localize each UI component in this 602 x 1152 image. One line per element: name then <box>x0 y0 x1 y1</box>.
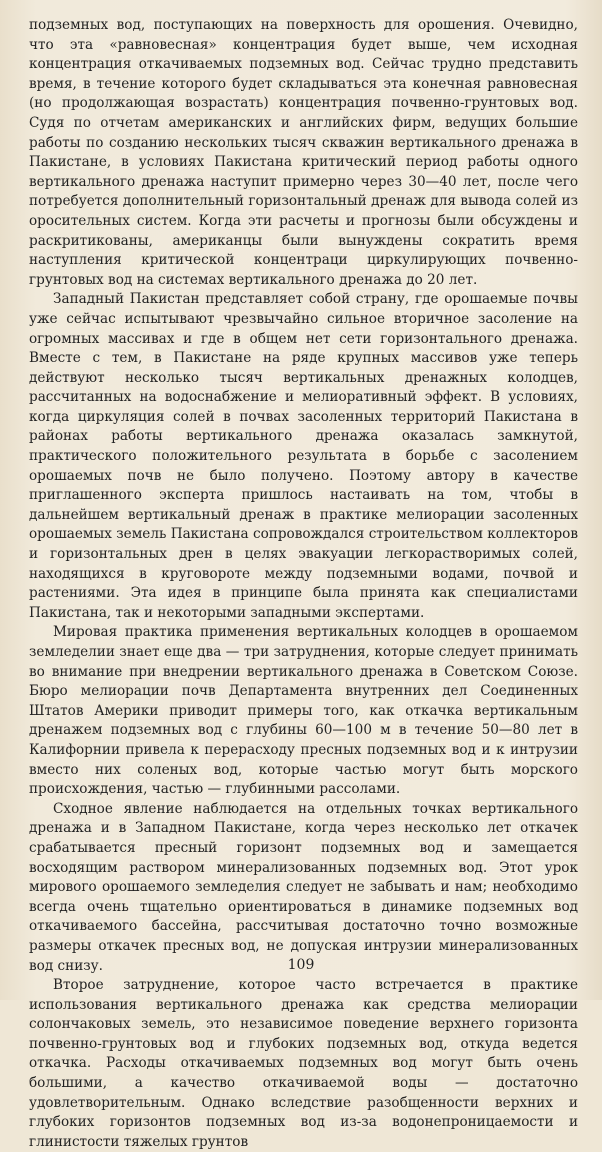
body-text <box>29 16 578 1152</box>
paragraph-3: Мировая практика применения вертикальных колодцев в орошаемом земледелии знает еще два — три затруднения, которые следует принимать во внимание при внедрении вертикального дренажа в Советском Союзе. Бюро мелиорации почв Департамента внутренних дел Соединенных Штатов Америки приводит примеры того, как откачка вертикальным дренажем подземных вод с глубины 60—100 м в течение 50—80 лет в Калифорнии привела к перерасходу пресных подземных вод и к интрузии вместо них соленых вод, которые частью могут быть морского происхождения, частью — глубинными рассолами. <box>29 624 578 798</box>
page-number: 109 <box>287 957 315 973</box>
paragraph-5: Второе затруднение, которое часто встречается в практике использования вертикального дренажа как средства мелиорации солончаковых земель, это независимое поведение верхнего горизонта почвенно-грунтовых вод и глубоких подземных вод, откуда ведется откачка. Расходы откачиваемых подземных вод могут быть очень большими, а качество откачиваемой воды — достаточно удовлетворительным. Однако вследствие разобщенности верхних и глубоких горизонтов подземных вод из-за водонепроницаемости и глинистости тяжелых грунтов <box>29 977 578 1150</box>
paragraph-1: подземных вод, поступающих на поверхность для орошения. Очевидно, что эта «равновесная» концентрация будет выше, чем исходная концентрация откачиваемых подземных вод. Сейчас трудно представить время, в течение которого будет складываться эта конечная равновесная (но продолжающая возрастать) концентрация почвенно-грунтовых вод. Судя по отчетам американских и английских фирм, ведущих большие работы по созданию нескольких тысяч скважин вертикального дренажа в Пакистане, в условиях Пакистана критический период работы одного вертикального дренажа наступит примерно через 30—40 лет, после чего потребуется дополнительный горизонтальный дренаж для вывода солей из оросительных систем. Когда эти расчеты и прогнозы были обсуждены и раскритикованы, американцы были вынуждены сократить время наступления критической концентраци циркулирующих почвенно-грунтовых вод на системах вертикального дренажа до 20 лет. <box>29 17 578 288</box>
paragraph-4: Сходное явление наблюдается на отдельных точках вертикального дренажа и в Западном Пакистане, когда через несколько лет откачек срабатывается пресный горизонт подземных вод и замещается восходящим раствором минерализованных подземных вод. Этот урок мирового орошаемого земледелия следует не забывать и нам; необходимо всегда очень тщательно ориентироваться в динамике подземных вод откачиваемого бассейна, рассчитывая достаточно точно возможные размеры откачек пресных вод, не допуская интрузии минерализованных вод снизу. <box>29 800 578 974</box>
paragraph-2: Западный Пакистан представляет собой страну, где орошаемые почвы уже сейчас испытывают чрезвычайно сильное вторичное засоление на огромных массивах и где в общем нет сети горизонтального дренажа. Вместе с тем, в Пакистане на ряде крупных массивов уже теперь действуют несколько тысяч вертикальных дренажных колодцев, рассчитанных на водоснабжение и мелиоративный эффект. В условиях, когда циркуляция солей в почвах засоленных территорий Пакистана в районах работы вертикального дренажа оказалась замкнутой, практического положительного результата в борьбе с засолением орошаемых почв не было получено. Поэтому автору в качестве приглашенного эксперта пришлось настаивать на том, чтобы в дальнейшем вертикальный дренаж в практике мелиорации засоленных орошаемых земель Пакистана сопровождался строительством коллекторов и горизонтальных дрен в целях эвакуации легкорастворимых солей, находящихся в круговороте между подземными водами, почвой и растениями. Эта идея в принципе была принята как специалистами Пакистана, так и некоторыми западными экспертами. <box>29 291 578 621</box>
